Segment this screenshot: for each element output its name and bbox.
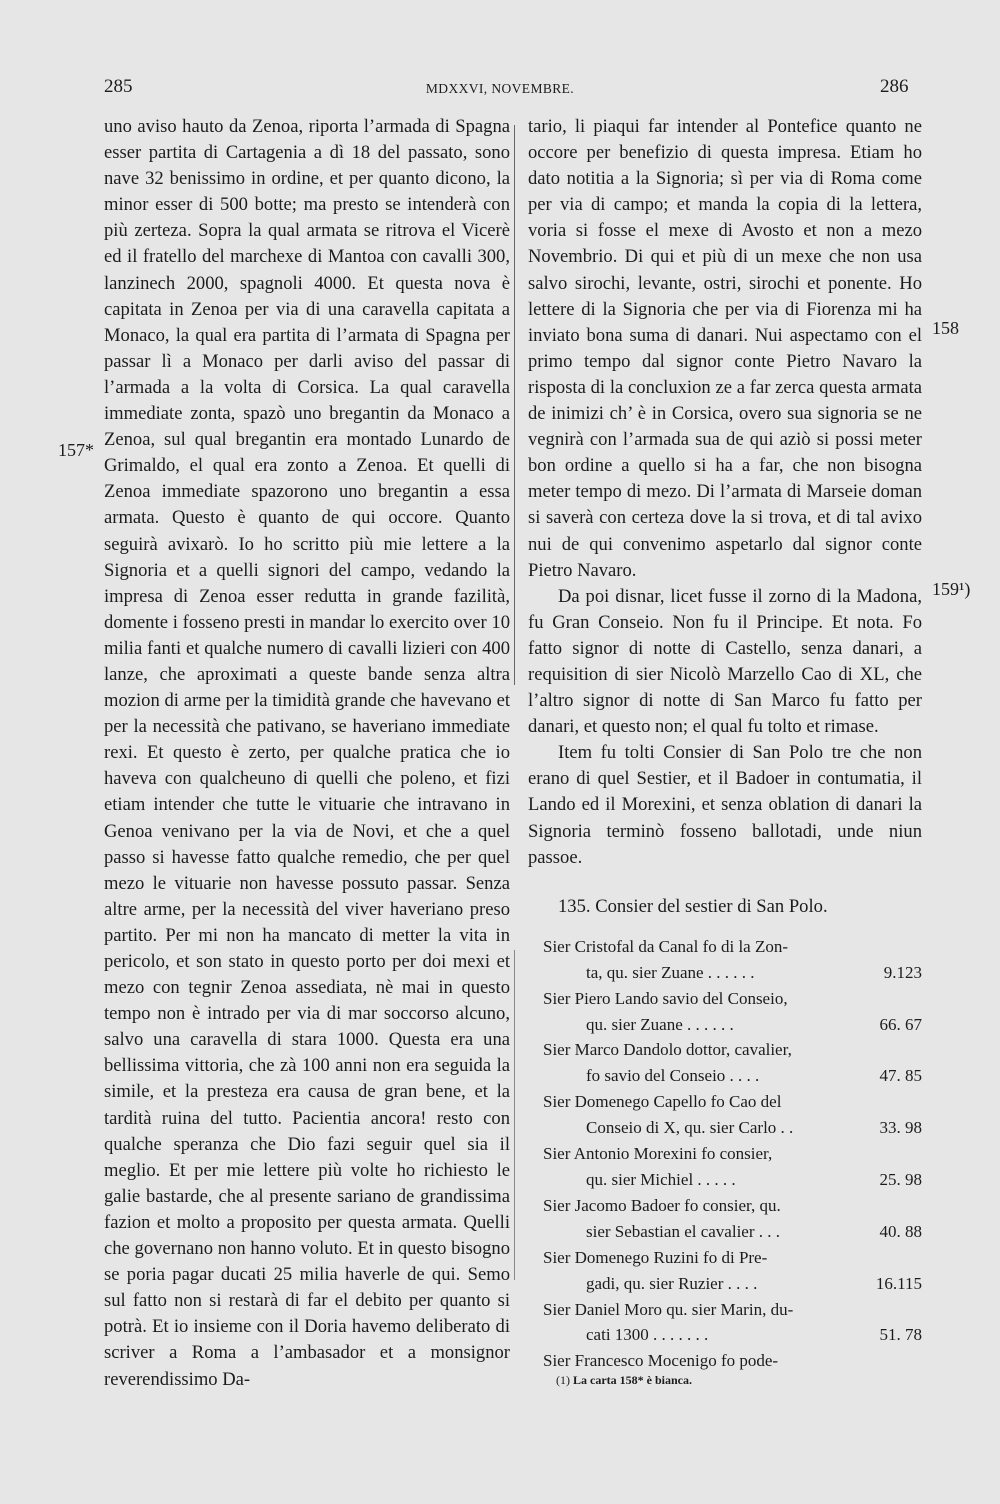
candidate-entry xyxy=(528,1245,922,1297)
left-page-number: 285 xyxy=(104,76,133,97)
vote-count: 66. 67 xyxy=(879,1014,922,1034)
candidate-detail: qu. sier Michiel . . . . . xyxy=(586,1169,736,1189)
footnote-text: La carta 158* è bianca. xyxy=(573,1373,692,1387)
left-paragraph: uno aviso hauto da Zenoa, riporta l’armada di Spagna esser partita di Cartagenia a dì 18 del passato, sono nave 32 benissimo in ordine, et per quanto dicono, la minor esser di 500 botte; ma presto se intenderà con più zerteza. Sopra la qual armata se ritrova el Vicerè ed il fratello del marchexe di Mantoa con cavalli 300, lanzinech 2000, spagnoli 4000. Et questa nova è capitata in Zenoa per via di una caravella capitata a Monaco, la qual era partita di l’armata di Spagna per passar lì a Monaco per darli aviso del passar di l’armada a la volta di Corsica. La qual caravella immediate zonta, spazò uno bregantin da Monaco a Zenoa, sul qual bregantin era montado Lunardo de Grimaldo, el qual era zonto a Zenoa. Et quelli di Zenoa immediate spazorono uno bregantin a essa armata. Questo è quanto de qui occore. Quanto seguirà avixarò. Io ho scritto più mie lettere a la Signoria et a quelli signori del campo, vedando la impresa di Zenoa esser redutta in grande fazilità, domente i fosseno presti in mandar lo exercito over 10 milia fanti et qualche numero di cavalli lizieri con 400 lanze, che aproximati a queste bande senza altra mozion di arme per la timidità grande che havevano et per la necessità che pativano, se haveriano immediate rexi. Et questo è zerto, per qualche pratica che io haveva con qualcheuno di quelli che poleno, et fizi etiam intender che tutte le vituarie che intravano in Genoa venivano per la via de Novi, et che a quel passo si havesse fatto qualche remedio, che per quel mezo le vituarie non havesse possuto passar. Senza altre arme, per la necessità del viver haveriano preso partito. Per mi non ha mancato di metter la vita in pericolo, et son stato in questo porto per doi mexi et mezo con tegnir Zenoa assediata, nè mai in questo tempo non è intrado per via di mar soccorso alcuno, salvo una caravella di stara 1000. Questa era una bellissima vittoria, che zà 100 anni non era seguida la simile, et la presteza era causa de gran bene, et la tardità ruina del tutto. Pacientia ancora! resto con qualche speranza che Dio fazi seguir quel sia il meglio. Et per mie lettere più volte ho richiesto le galie bastarde, che al presente sariano de grandissima fazion et molto a proposito per questa armata. Quelli che governano non hanno voluto. Et in questo bisogno se poria pagar ducati 25 milia haverle de qui. Semo sul fatto non si restarà di far el debito per quanto si potrà. Et io insieme con il Doria havemo deliberato di scriver a Roma a l’ambasador et a monsignor reverendissimo Da- xyxy=(104,116,510,1390)
section-heading: 135. Consier del sestier di San Polo. xyxy=(558,895,828,917)
candidate-entry xyxy=(528,1037,922,1089)
candidate-detail: cati 1300 . . . . . . . xyxy=(586,1325,709,1345)
footnote-mark: (1) xyxy=(556,1373,570,1387)
margin-note-158: 158 xyxy=(932,318,959,338)
vote-count: 9.123 xyxy=(883,962,922,982)
candidate-detail: qu. sier Zuane . . . . . . xyxy=(586,1014,734,1034)
candidate-detail: ta, qu. sier Zuane . . . . . . xyxy=(586,962,755,982)
candidate-name: Sier Jacomo Badoer fo consier, qu. xyxy=(543,1195,781,1215)
candidate-name: Sier Domenego Ruzini fo di Pre- xyxy=(543,1247,768,1267)
candidate-entry xyxy=(528,1297,922,1349)
candidate-entry xyxy=(528,1348,922,1374)
right-page-number: 286 xyxy=(880,76,909,97)
candidate-name: Sier Marco Dandolo dottor, cavalier, xyxy=(543,1040,792,1060)
running-title: MDXXVI, NOVEMBRE. xyxy=(425,81,575,96)
candidate-detail: fo savio del Conseio . . . . xyxy=(586,1066,760,1086)
vote-count: 51. 78 xyxy=(879,1325,922,1345)
margin-note-159: 159¹) xyxy=(932,579,971,599)
left-column xyxy=(104,114,510,1393)
candidate-entry xyxy=(528,1193,922,1245)
margin-note-157: 157* xyxy=(58,440,94,460)
candidate-name: Sier Piero Lando savio del Conseio, xyxy=(543,988,788,1008)
vote-count: 25. 98 xyxy=(879,1169,922,1189)
vote-count: 16.115 xyxy=(875,1273,922,1293)
right-column xyxy=(528,114,922,1374)
candidate-detail: gadi, qu. sier Ruzier . . . . xyxy=(586,1273,758,1293)
candidate-name: Sier Domenego Capello fo Cao del xyxy=(543,1092,782,1112)
candidate-entry xyxy=(528,1141,922,1193)
candidate-entry xyxy=(528,1089,922,1141)
column-divider xyxy=(514,125,515,685)
vote-count: 47. 85 xyxy=(879,1066,922,1086)
footnote xyxy=(556,1373,692,1388)
candidate-name: Sier Francesco Mocenigo fo pode- xyxy=(543,1351,779,1371)
right-paragraph: tario, li piaqui far intender al Pontefice quanto ne occore per benefizio di questa impresa. Etiam ho dato notitia a la Signoria; sì per via di Roma come per via di campo; et manda la copia di la lettera, voria si fosse el mexe di Avosto et non a mezo Novembrio. Di qui et più di un mexe che non usa salvo sirochi, levante, ostri, sirochi et ponente. Ho lettere di la Signoria che per via di Fiorenza mi ha inviato bona suma di danari. Nui aspectamo con el primo tempo dal signor conte Pietro Navaro la risposta di la concluxion ze a far zerca questa armata de inimizi ch’ è in Corsica, overo sua signoria se ne vegnirà con l’armada sua de qui aziò si possi meter bon ordine a quello si ha a far, che non bisogna meter tempo di mezo. Di l’armata di Marseie doman si saverà con certeza dove la si trova, et di tal avixo nui de qui convenimo aspetarlo dal signor conte Pietro Navaro. xyxy=(528,116,922,581)
candidate-list xyxy=(528,934,922,1374)
candidate-entry xyxy=(528,986,922,1038)
vote-count: 33. 98 xyxy=(879,1118,922,1138)
candidate-name: Sier Cristofal da Canal fo di la Zon- xyxy=(543,936,789,956)
candidate-name: Sier Daniel Moro qu. sier Marin, du- xyxy=(543,1299,794,1319)
right-paragraph: Item fu tolti Consier di San Polo tre che non erano di quel Sestier, et il Badoer in contumatia, il Lando ed il Morexini, et senza oblation di danari la Signoria terminò fosseno ballotadi, unde niun passoe. xyxy=(528,742,922,868)
candidate-entry xyxy=(528,934,922,986)
vote-count: 40. 88 xyxy=(879,1221,922,1241)
right-paragraph: Da poi disnar, licet fusse il zorno di la Madona, fu Gran Conseio. Non fu il Principe. Et nota. Fo fatto signor di notte di Castello, senza danari, a requisition di sier Nicolò Marzello Cao di XL, che l’altro signor di notte di San Marco fu fatto per danari, et questo non; el qual fu tolto et rimase. xyxy=(528,585,922,738)
candidate-name: Sier Antonio Morexini fo consier, xyxy=(543,1144,773,1164)
candidate-detail: sier Sebastian el cavalier . . . xyxy=(586,1221,781,1241)
column-divider-lower xyxy=(514,950,515,1280)
candidate-detail: Conseio di X, qu. sier Carlo . . xyxy=(586,1118,794,1138)
